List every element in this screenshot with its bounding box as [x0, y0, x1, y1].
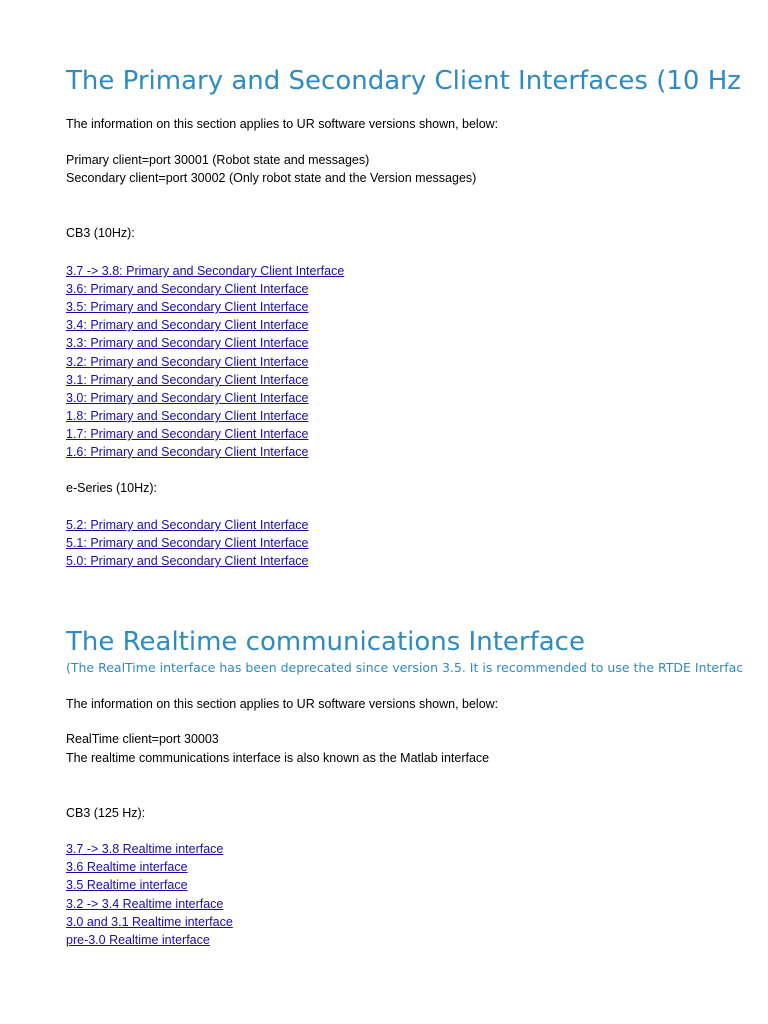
link-eseries-5.0[interactable]: 5.0: Primary and Secondary Client Interface [66, 554, 309, 568]
link-cb3-1.8[interactable]: 1.8: Primary and Secondary Client Interface [66, 409, 309, 423]
link-eseries-5.1[interactable]: 5.1: Primary and Secondary Client Interface [66, 536, 309, 550]
matlab-interface-text: The realtime communications interface is also known as the Matlab interface [66, 751, 490, 765]
link-cb3-1.6[interactable]: 1.6: Primary and Secondary Client Interface [66, 445, 309, 459]
link-realtime-3.2-3.4[interactable]: 3.2 -> 3.4 Realtime interface [66, 897, 224, 911]
link-realtime-3.0-3.1[interactable]: 3.0 and 3.1 Realtime interface [66, 915, 233, 929]
link-realtime-3.7-3.8[interactable]: 3.7 -> 3.8 Realtime interface [66, 842, 224, 856]
link-cb3-3.3[interactable]: 3.3: Primary and Secondary Client Interface [66, 336, 309, 350]
link-cb3-3.2[interactable]: 3.2: Primary and Secondary Client Interface [66, 355, 309, 369]
link-cb3-3.5[interactable]: 3.5: Primary and Secondary Client Interface [66, 300, 309, 314]
link-cb3-3.7-3.8[interactable]: 3.7 -> 3.8: Primary and Secondary Client Interface [66, 264, 345, 278]
link-realtime-pre-3.0[interactable]: pre-3.0 Realtime interface [66, 933, 210, 947]
realtime-client-text: RealTime client=port 30003 [66, 732, 219, 746]
link-realtime-3.5[interactable]: 3.5 Realtime interface [66, 878, 188, 892]
cb3-125hz-label: CB3 (125 Hz): [66, 806, 146, 820]
eseries-label: e-Series (10Hz): [66, 481, 157, 495]
section-title-primary-secondary: The Primary and Secondary Client Interfaces (10 Hz [66, 66, 741, 96]
link-cb3-3.4[interactable]: 3.4: Primary and Secondary Client Interface [66, 318, 309, 332]
link-cb3-3.1[interactable]: 3.1: Primary and Secondary Client Interface [66, 373, 309, 387]
link-realtime-3.6[interactable]: 3.6 Realtime interface [66, 860, 188, 874]
intro-text: The information on this section applies to UR software versions shown, below: [66, 117, 499, 131]
link-eseries-5.2[interactable]: 5.2: Primary and Secondary Client Interface [66, 518, 309, 532]
section-title-realtime: The Realtime communications Interface [66, 627, 585, 657]
deprecation-note: (The RealTime interface has been deprecated since version 3.5. It is recommended to use the RTDE Interfac [66, 660, 744, 675]
intro-text: The information on this section applies to UR software versions shown, below: [66, 697, 499, 711]
primary-client-text: Primary client=port 30001 (Robot state and messages) [66, 153, 370, 167]
secondary-client-text: Secondary client=port 30002 (Only robot state and the Version messages) [66, 171, 477, 185]
link-cb3-1.7[interactable]: 1.7: Primary and Secondary Client Interface [66, 427, 309, 441]
link-cb3-3.6[interactable]: 3.6: Primary and Secondary Client Interface [66, 282, 309, 296]
cb3-label: CB3 (10Hz): [66, 226, 135, 240]
link-cb3-3.0[interactable]: 3.0: Primary and Secondary Client Interface [66, 391, 309, 405]
